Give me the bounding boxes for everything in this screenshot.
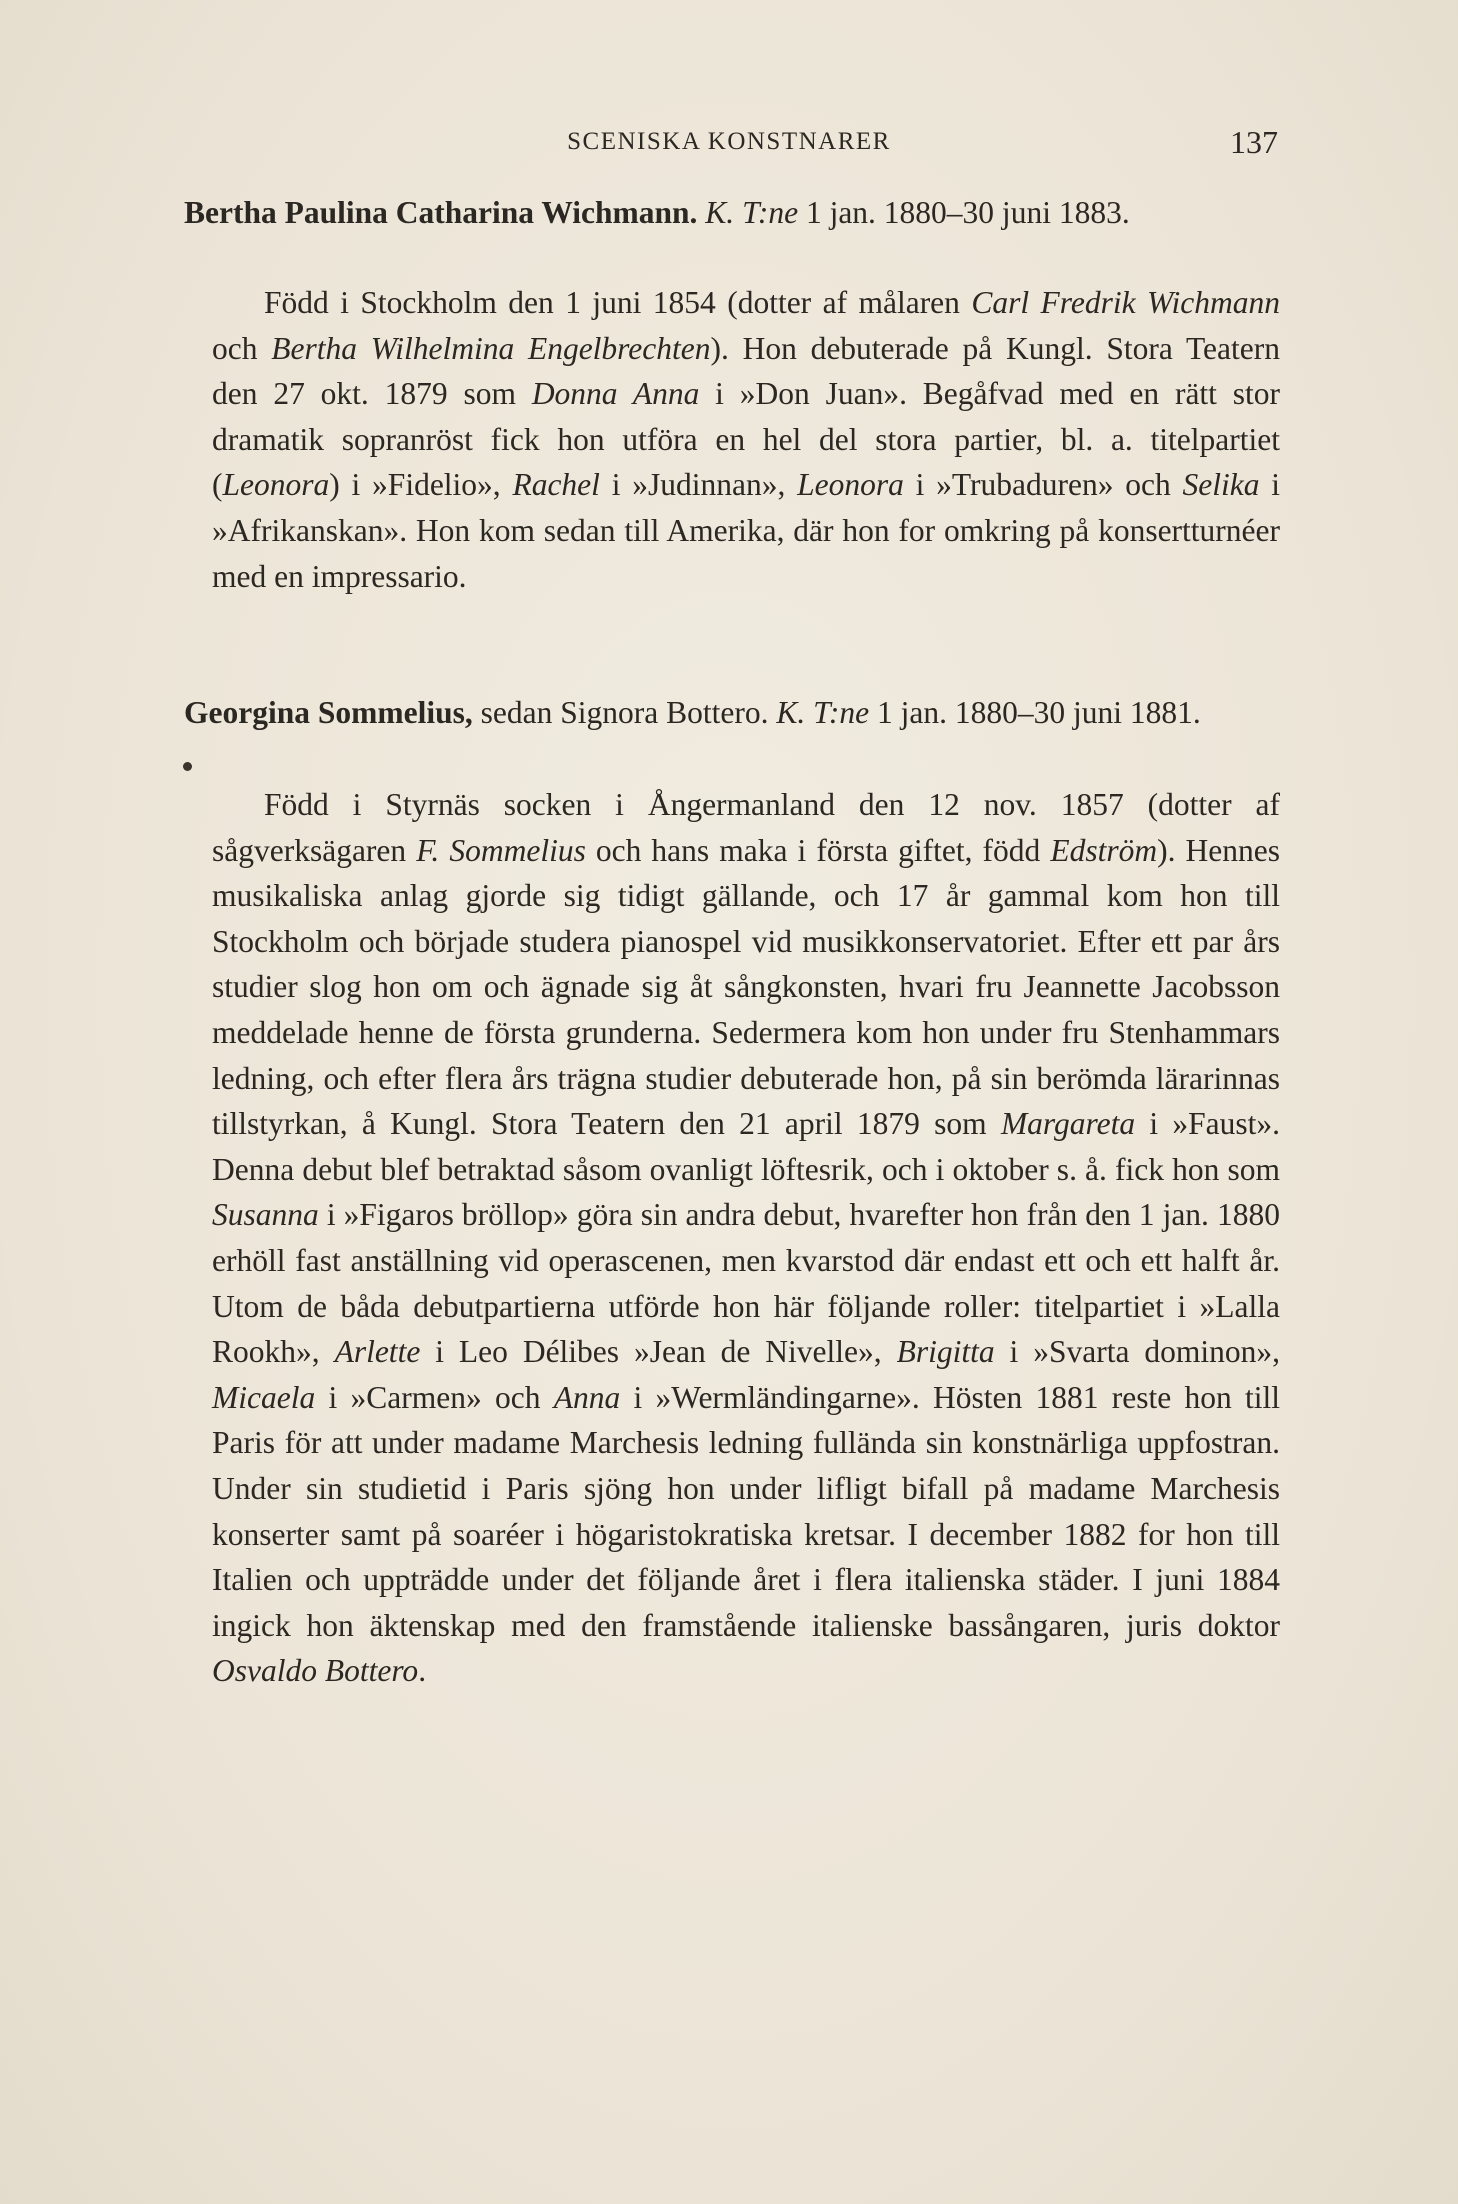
body-italic: Leonora	[222, 467, 330, 503]
body-italic: Arlette	[334, 1334, 421, 1370]
page-number: 137	[1230, 124, 1278, 160]
body-text: i »Faust». Denna debut blef betraktad såsom ovanligt löftesrik, och i oktober s. å. fick hon som	[212, 1106, 1280, 1187]
margin-mark	[183, 762, 192, 771]
entry-body-wichmann	[212, 280, 1280, 599]
k-abbrev: K.	[776, 695, 806, 730]
body-text: i »Trubaduren» och	[903, 467, 1183, 503]
body-italic: Donna Anna	[531, 376, 700, 412]
body-text: Född i Styrnäs socken i Ångermanland den 12 nov. 1857 (dotter af sågverksägaren	[212, 787, 1280, 868]
body-italic: Leonora	[797, 467, 904, 503]
body-italic: Susanna	[212, 1197, 319, 1233]
body-text: i Leo Délibes »Jean de Nivelle»,	[420, 1334, 897, 1370]
body-italic: Brigitta	[896, 1334, 995, 1370]
body-text: i »Wermländingarne». Hösten 1881 reste hon till Paris för att under madame Marchesis ledning fullända sin konstnärliga uppfostran. Under sin studietid i Paris sjöng hon under lifligt bifall på madame Marchesis konserter samt på soaréer i högaristokratiska kretsar. I december 1882 for hon till Italien och uppträdde under det följande året i flera italienska städer. I juni 1884 ingick hon äktenskap med den framstående italienske bassångaren, juris doktor	[212, 1379, 1280, 1643]
body-italic: Bertha Wilhelmina Engelbrechten	[271, 330, 711, 366]
tne-abbrev: T:ne	[742, 195, 799, 230]
entry-alias: sedan Signora Bottero.	[472, 695, 777, 730]
body-italic: Micaela	[212, 1379, 316, 1415]
body-text: ) i »Fidelio»,	[329, 467, 513, 503]
body-italic: Osvaldo Bottero	[212, 1653, 419, 1689]
body-text: .	[418, 1653, 427, 1689]
body-italic: Margareta	[1000, 1106, 1136, 1142]
body-italic: Anna	[553, 1379, 621, 1415]
body-text: i »Figaros bröllop» göra sin andra debut, hvarefter hon från den 1 jan. 1880 erhöll fast anställning vid operascenen, men kvarstod där endast ett och ett halft år. Utom de båda debutpartierna utförde hon här följande roller: titelpartiet i »Lalla Rookh»,	[212, 1197, 1280, 1370]
body-italic: Edström	[1050, 832, 1158, 868]
body-italic: F. Sommelius	[416, 832, 586, 868]
entry-dates: 1 jan. 1880–30 juni 1883.	[798, 195, 1130, 230]
k-abbrev: K.	[705, 195, 735, 230]
running-title: SCENISKA KONSTNARER	[567, 128, 891, 155]
entry-name: Bertha Paulina Catharina Wichmann.	[184, 195, 698, 230]
body-text: i »Afrikanskan». Hon kom sedan till Amerika, där hon for omkring på konsertturnéer med en impressario.	[212, 467, 1281, 594]
body-italic: Rachel	[512, 467, 600, 503]
body-text: och hans maka i första giftet, född	[585, 832, 1051, 868]
body-text: i »Carmen» och	[315, 1379, 554, 1415]
entry-name: Georgina Sommelius,	[184, 695, 473, 730]
entry-body-sommelius	[212, 782, 1280, 1694]
body-text: Född i Stockholm den 1 juni 1854 (dotter af målaren	[264, 285, 972, 320]
body-text: ). Hennes musikaliska anlag gjorde sig tidigt gällande, och 17 år gammal kom hon till Stockholm och började studera pianospel vid musikkonservatoriet. Efter ett par års studier slog hon om och ägnade sig åt sångkonsten, hvari fru Jeannette Jacobsson meddelade henne de första grunderna. Sedermera kom hon under fru Stenhammars ledning, och efter flera års trägna studier debuterade hon, på sin berömda lärarinnas tillstyrkan, å Kungl. Stora Teatern den 21 april 1879 som	[212, 832, 1280, 1142]
tne-abbrev: T:ne	[813, 695, 870, 730]
body-text: i »Svarta dominon»,	[994, 1334, 1280, 1370]
body-text: ). Hon debuterade på Kungl. Stora Teatern den 27 okt. 1879 som	[212, 330, 1280, 412]
body-text: i »Judinnan»,	[599, 467, 798, 503]
entry-dates: 1 jan. 1880–30 juni 1881.	[869, 695, 1201, 730]
entry-heading-sommelius	[184, 690, 1280, 736]
body-italic: Selika	[1182, 467, 1260, 503]
body-text: i »Don Juan». Begåfvad med en rätt stor dramatik sopranröst fick hon utföra en hel del stora partier, bl. a. titelpartiet (	[212, 376, 1281, 503]
entry-heading-wichmann	[184, 190, 1280, 236]
running-head	[180, 124, 1278, 164]
body-text: och	[212, 330, 272, 366]
body-italic: Carl Fredrik Wichmann	[971, 285, 1280, 320]
